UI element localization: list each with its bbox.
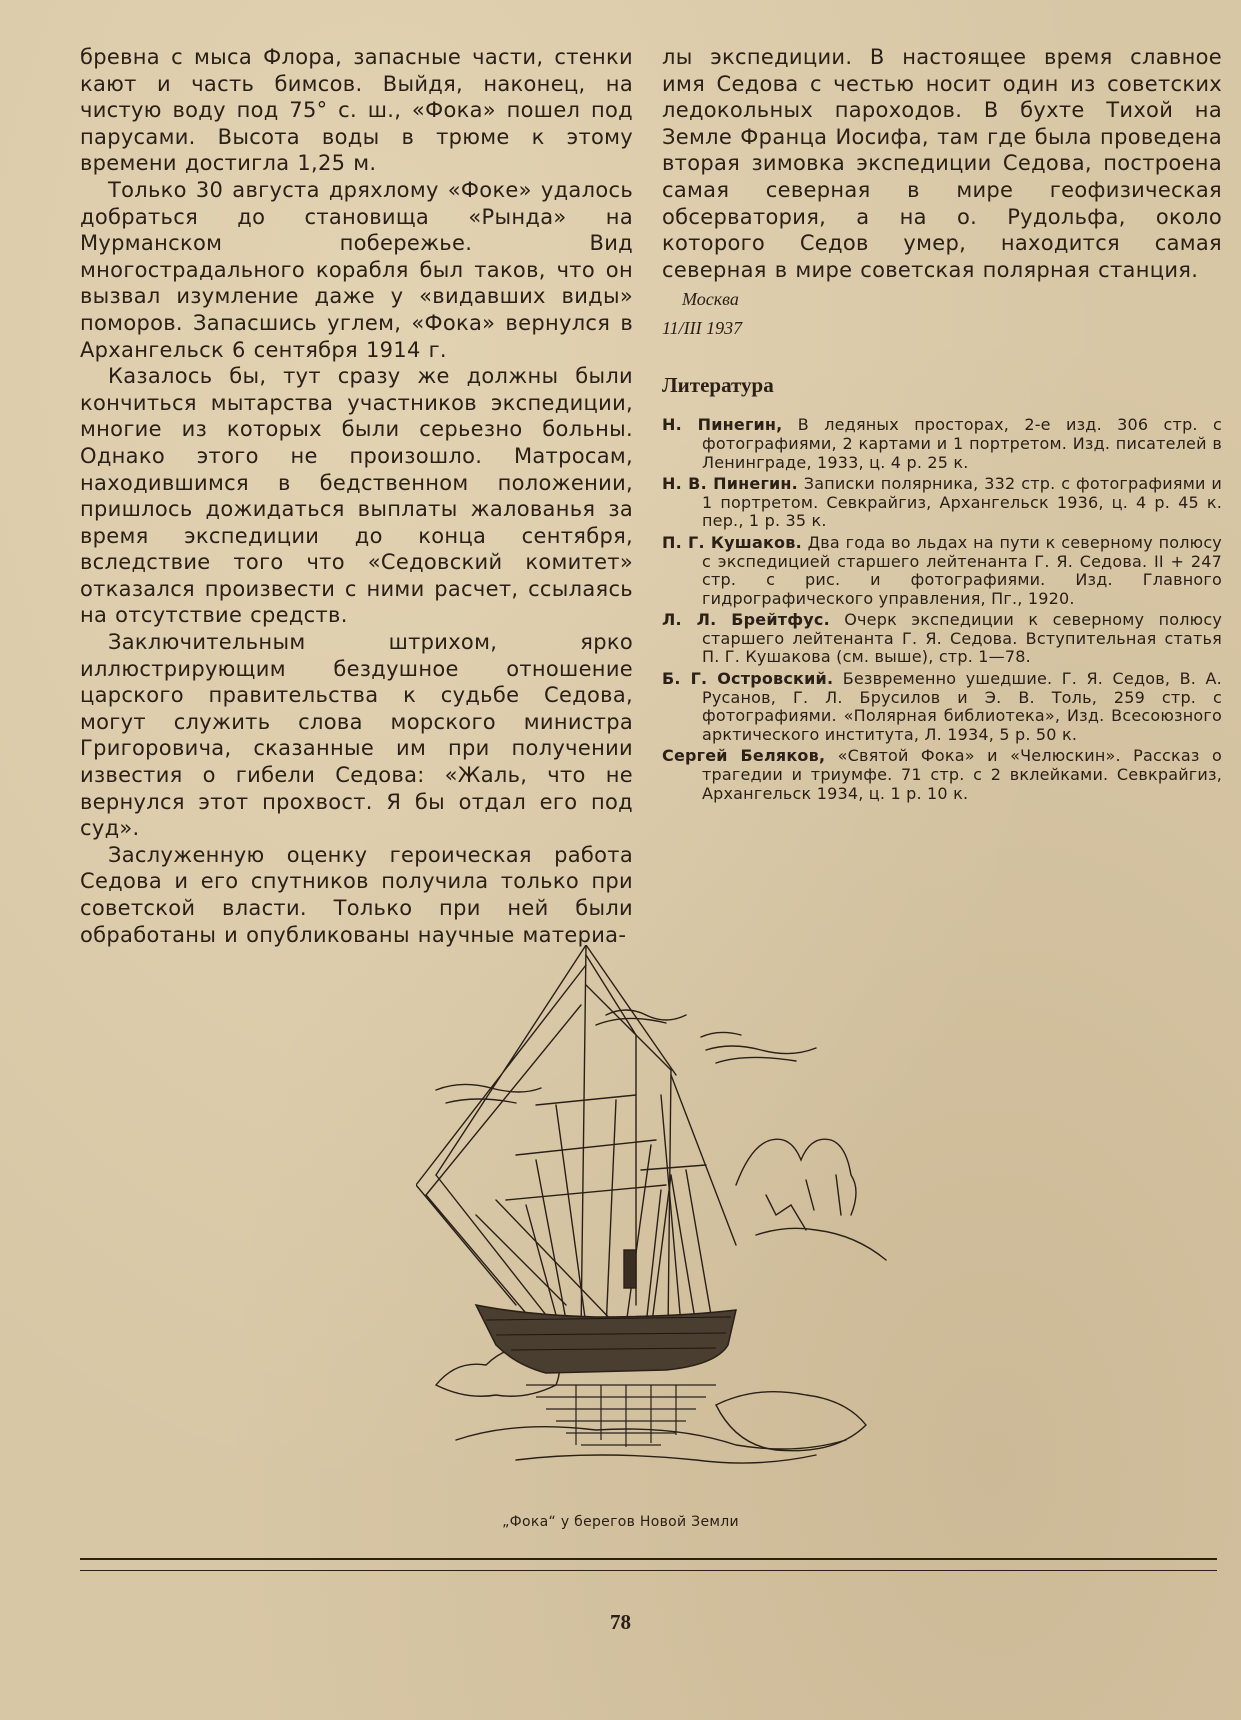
- cloud-lines: [596, 1010, 686, 1025]
- left-column: [80, 44, 633, 948]
- reference-text: Записки полярника, 332 стр. с фотографиями и 1 портретом. Севкрайгиз, Архангельск 1936, ц. 4 р. 45 к. пер., 1 р. 35 к.: [702, 474, 1222, 531]
- rigging: [416, 1175, 616, 1325]
- reference-text: Очерк экспедиции к северному полюсу старшего лейтенанта Г. Я. Седова. Вступительная статья П. Г. Кушакова (см. выше), стр. 1—78.: [702, 610, 1222, 667]
- paragraph: Заключительным штрихом, ярко иллюстрирующим бездушное отношение царского правительства к судьбе Седова, могут служить слова морского министра Григоровича, сказанные им при получении известия о гибели Седова: «Жаль, что не вернулся этот прохвост. Я бы отдал его под суд».: [80, 630, 633, 841]
- literature-heading: Литература: [662, 373, 774, 398]
- ship-illustration: [416, 945, 936, 1500]
- reference-text: Безвременно ушедшие. Г. Я. Седов, В. А. Русанов, Г. Л. Брусилов и Э. В. Толь, 259 стр. с фотографиями. «Полярная библиотека», Изд. Всесоюзного арктического института, Л. 1934, 5 р. 50 к.: [702, 669, 1222, 744]
- cloud-lines: [701, 1032, 816, 1063]
- ice-floe: [716, 1392, 866, 1451]
- rigging: [651, 1095, 711, 1330]
- rigging: [416, 945, 736, 1245]
- signature-date: 11/III 1937: [662, 318, 743, 339]
- paragraph-continuation: лы экспедиции. В настоящее время славное имя Седова с честью носит один из советских ледокольных пароходов. В бухте Тихой на Земле Франца Иосифа, там где была проведена вторая зимовка экспедиции Седова, построена самая северная в мире геофизическая обсерватория, а на о. Рудольфа, около которого Седов умер, находится самая северная в мире советская полярная станция.: [662, 45, 1222, 282]
- reference-author: Сергей Беляков,: [662, 746, 826, 766]
- footer-rule: [80, 1570, 1217, 1571]
- ice-hatch: [766, 1175, 841, 1230]
- paragraph: Только 30 августа дряхлому «Фоке» удалось добраться до становища «Рында» на Мурманском побережье. Вид многострадального корабля был таков, что он вызвал изумление даже у «видавших виды» поморов. Запасшись углем, «Фока» вернулся в Архангельск 6 сентября 1914 г.: [80, 177, 633, 362]
- reference-item: [662, 670, 1222, 744]
- yard: [641, 1165, 706, 1170]
- reference-author: Б. Г. Островский.: [662, 669, 834, 689]
- funnel: [624, 1250, 636, 1288]
- page-number: 78: [610, 1610, 631, 1634]
- footer-rule: [80, 1558, 1217, 1560]
- reference-item: [662, 475, 1222, 531]
- signature-city: Москва: [682, 289, 739, 310]
- water-reflection: [526, 1385, 716, 1447]
- reference-text: Два года во льдах на пути к северному полюсу с экспедицией старшего лейтенанта Г. Я. Седова. II + 247 стр. с рис. и фотографиями. Изд. Главного гидрографического управления, Пг., 1920.: [702, 532, 1222, 608]
- paragraph: Заслуженную оценку героическая работа Седова и его спутников получила только при советской власти. Только при ней были обработаны и опубликованы научные материа-: [80, 842, 633, 947]
- references-list: [662, 416, 1222, 803]
- reference-item: [662, 534, 1222, 608]
- reference-text: «Святой Фока» и «Челюскин». Рассказ о трагедии и триумфе. 71 стр. с 2 вклейками. Севкрайгиз, Архангельск 1934, ц. 1 р. 10 к.: [702, 746, 1222, 803]
- reference-item: [662, 747, 1222, 803]
- paragraph: Казалось бы, тут сразу же должны были кончиться мытарства участников экспедиции, многие из которых были серьезно больны. Однако этого не произошло. Матросам, находившимся в бедственном положении, пришлось дожидаться выплаты жалованья за время экспедиции до конца сентября, вследствие того что «Седовский комитет» отказался произвести с ними расчет, ссылаясь на отсутствие средств.: [80, 364, 633, 628]
- yard: [506, 1185, 666, 1200]
- paragraph: бревна с мыса Флора, запасные части, стенки кают и часть бимсов. Выйдя, наконец, на чистую воду под 75° с. ш., «Фока» пошел под парусами. Высота воды в трюме к этому времени достигла 1,25 м.: [80, 45, 633, 176]
- reference-item: [662, 611, 1222, 667]
- right-column: [662, 44, 1222, 806]
- figure-caption: „Фока“ у берегов Новой Земли: [502, 1514, 739, 1530]
- reference-text: В ледяных просторах, 2-е изд. 306 стр. с фотографиями, 2 картами и 1 портретом. Изд. писателей в Ленинграде, 1933, ц. 4 р. 25 к.: [702, 415, 1222, 472]
- mainmast: [581, 945, 586, 1335]
- reference-author: Н. В. Пинегин.: [662, 474, 798, 494]
- reference-item: [662, 416, 1222, 472]
- reference-author: П. Г. Кушаков.: [662, 532, 802, 552]
- rigging: [526, 1100, 661, 1330]
- yard: [536, 1095, 636, 1105]
- yard: [516, 1140, 656, 1155]
- reference-author: Н. Пинегин,: [662, 415, 783, 435]
- reference-author: Л. Л. Брейтфус.: [662, 610, 830, 630]
